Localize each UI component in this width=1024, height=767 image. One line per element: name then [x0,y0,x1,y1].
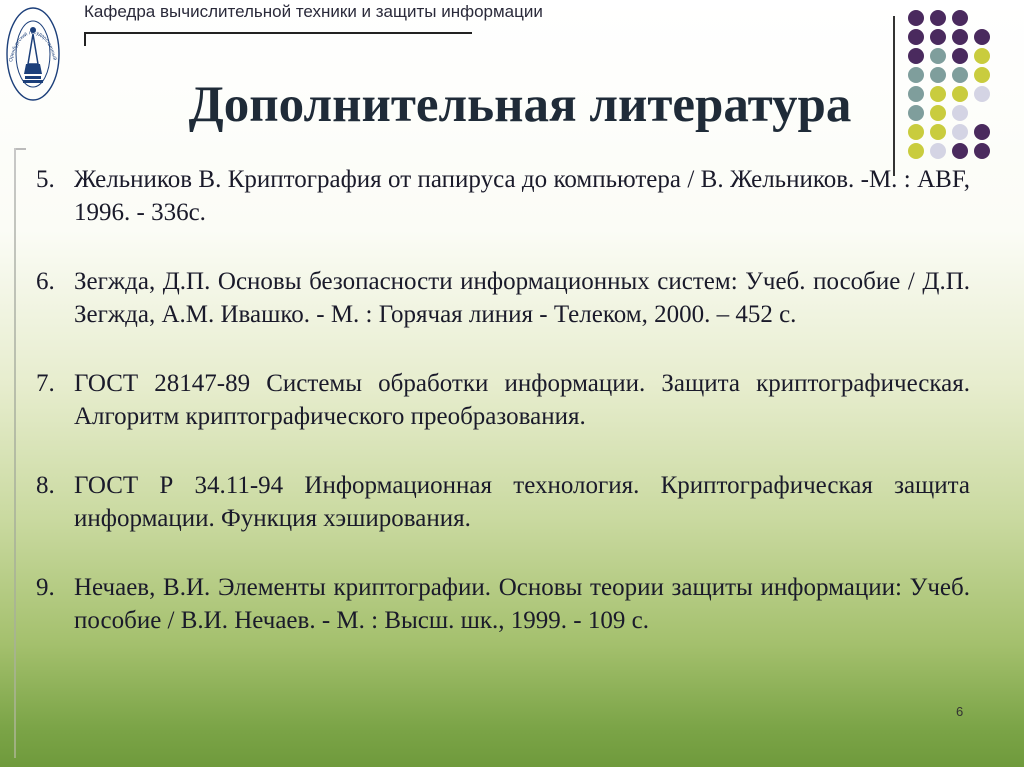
list-item-number: 9. [36,574,55,601]
list-item-text: ГОСТ Р 34.11-94 Информационная технология. Криптографическая защита информации. Функция хэширования. [74,472,970,532]
decorative-dot [930,48,946,64]
list-item [36,367,970,433]
slide-title: Дополнительная литература [188,77,852,133]
department-name: Кафедра вычислительной техники и защиты информации [84,2,543,21]
decorative-dot [908,48,924,64]
decorative-dot [974,143,990,159]
list-item-text: Жельников В. Криптография от папируса до компьютера / В. Жельников. -М. : ABF, 1996. - 336с. [74,166,970,226]
page-number: 6 [956,704,964,719]
header-rule [86,32,472,34]
list-item-number: 7. [36,370,55,397]
list-item-number: 5. [36,166,55,193]
left-rule [14,148,16,758]
decorative-dot [908,29,924,45]
list-item [36,265,970,331]
svg-text:Оренбургский государственный у [4,4,59,62]
list-item [36,469,970,535]
decorative-dot [930,29,946,45]
decorative-dot [930,143,946,159]
decorative-dot [974,29,990,45]
list-item [36,163,970,229]
list-item [36,571,970,637]
list-item-number: 6. [36,268,55,295]
decorative-dot [974,48,990,64]
decorative-dot [908,10,924,26]
list-item-text: ГОСТ 28147-89 Системы обработки информации. Защита криптографическая. Алгоритм криптографического преобразования. [74,370,970,430]
decorative-dot [930,10,946,26]
decorative-dot [952,48,968,64]
list-item-text: Зегжда, Д.П. Основы безопасности информационных систем: Учеб. пособие / Д.П. Зегжда, А.М. Ивашко. - М. : Горячая линия - Телеком, 2000. – 452 с. [74,268,970,328]
decorative-dot [952,143,968,159]
header-rule-tick [84,32,86,46]
list-item-text: Нечаев, В.И. Элементы криптографии. Основы теории защиты информации: Учеб. пособие / В.И. Нечаев. - М. : Высш. шк., 1999. - 109 с. [74,574,970,634]
decorative-dot [908,143,924,159]
reference-list [36,163,970,673]
logo-text: Оренбургский государственный [8,29,58,63]
list-item-number: 8. [36,472,55,499]
decorative-dot [952,29,968,45]
decorative-dot [952,10,968,26]
